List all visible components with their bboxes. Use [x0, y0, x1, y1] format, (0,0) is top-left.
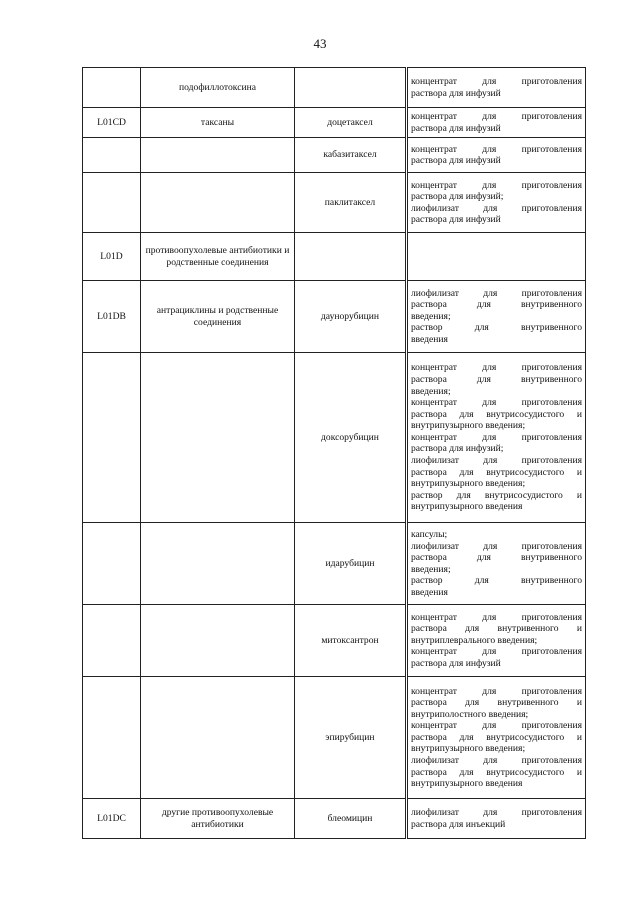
- dosage-forms-cell: [407, 677, 586, 799]
- dosage-forms-cell: [407, 173, 586, 233]
- dosage-form-line: внутрипузырного введения: [411, 778, 523, 790]
- table-row: [83, 108, 586, 138]
- atc-code-cell: [83, 138, 141, 173]
- pharmacological-group-cell: подофиллотоксина: [141, 68, 295, 108]
- dosage-form-line: внутрипузырного введения: [411, 501, 523, 513]
- dosage-forms-cell: [407, 233, 586, 281]
- table-row: [83, 677, 586, 799]
- dosage-form-line: введения;: [411, 563, 451, 575]
- drug-name-cell: паклитаксел: [295, 173, 407, 233]
- dosage-form-line: концентрат для приготовления: [411, 179, 582, 191]
- dosage-forms-cell: [407, 605, 586, 677]
- dosage-form-line: внутриполостного введения;: [411, 708, 529, 720]
- dosage-form-line: раствора для внутривенного: [411, 299, 582, 311]
- dosage-form-line: раствора для внутрисосудистого и: [411, 408, 582, 420]
- dosage-form-line: раствор для внутривенного: [411, 575, 582, 587]
- pharmacological-group-cell: [141, 677, 295, 799]
- dosage-form-line: концентрат для приготовления: [411, 646, 582, 658]
- drug-name-cell: [295, 68, 407, 108]
- dosage-form-line: введения: [411, 586, 448, 598]
- dosage-form-line: раствора для внутривенного: [411, 373, 582, 385]
- table-row: [83, 68, 586, 108]
- dosage-form-line: концентрат для приготовления: [411, 720, 582, 732]
- dosage-form-line: раствора для внутрисосудистого и: [411, 766, 582, 778]
- dosage-form-line: лиофилизат для приготовления: [411, 287, 582, 299]
- dosage-form-line: введения;: [411, 385, 451, 397]
- table-row: [83, 233, 586, 281]
- dosage-form-line: введения;: [411, 310, 451, 322]
- atc-code-cell: [83, 173, 141, 233]
- dosage-form-line: раствора для внутрисосудистого и: [411, 731, 582, 743]
- atc-code-cell: [83, 68, 141, 108]
- drug-name-cell: идарубицин: [295, 523, 407, 605]
- dosage-form-line: концентрат для приготовления: [411, 397, 582, 409]
- pharmacological-group-cell: [141, 353, 295, 523]
- dosage-form-line: лиофилизат для приготовления: [411, 540, 582, 552]
- dosage-form-line: раствора для инфузий: [411, 87, 501, 99]
- dosage-form-line: концентрат для приготовления: [411, 75, 582, 87]
- dosage-forms-cell: [407, 799, 586, 839]
- dosage-form-line: внутрипузырного введения;: [411, 478, 526, 490]
- table-row: [83, 523, 586, 605]
- dosage-form-line: концентрат для приготовления: [411, 143, 582, 155]
- dosage-forms-cell: [407, 68, 586, 108]
- table-row: [83, 605, 586, 677]
- dosage-form-line: раствора для инфузий: [411, 122, 501, 134]
- dosage-form-line: концентрат для приготовления: [411, 111, 582, 122]
- atc-code-cell: [83, 677, 141, 799]
- dosage-form-line: раствора для инфузий;: [411, 443, 504, 455]
- dosage-forms-cell: [407, 353, 586, 523]
- dosage-form-line: концентрат для приготовления: [411, 362, 582, 374]
- pharmacological-group-cell: [141, 173, 295, 233]
- pharmacological-group-cell: противоопухолевые антибиотики и родственные соединения: [141, 233, 295, 281]
- dosage-form-line: раствора для инфузий;: [411, 191, 504, 203]
- dosage-form-line: внутрипузырного введения;: [411, 420, 526, 432]
- pharmacological-group-cell: антрациклины и родственные соединения: [141, 281, 295, 353]
- pharmacological-group-cell: таксаны: [141, 108, 295, 138]
- dosage-form-line: лиофилизат для приготовления: [411, 455, 582, 467]
- dosage-form-line: раствора для внутривенного и: [411, 697, 582, 709]
- atc-code-cell: L01CD: [83, 108, 141, 138]
- dosage-form-line: лиофилизат для приготовления: [411, 807, 582, 819]
- drug-name-cell: доксорубицин: [295, 353, 407, 523]
- atc-code-cell: [83, 523, 141, 605]
- drug-table: [82, 67, 586, 839]
- dosage-form-line: концентрат для приготовления: [411, 685, 582, 697]
- page-number: 43: [313, 36, 327, 51]
- drug-name-cell: доцетаксел: [295, 108, 407, 138]
- atc-code-cell: L01DC: [83, 799, 141, 839]
- dosage-form-line: раствор для внутривенного: [411, 322, 582, 334]
- drug-name-cell: даунорубицин: [295, 281, 407, 353]
- table-row: [83, 281, 586, 353]
- atc-code-cell: L01D: [83, 233, 141, 281]
- dosage-form-line: раствора для внутрисосудистого и: [411, 466, 582, 478]
- drug-name-cell: блеомицин: [295, 799, 407, 839]
- dosage-forms-cell: [407, 138, 586, 173]
- table-row: [83, 799, 586, 839]
- atc-code-cell: [83, 605, 141, 677]
- dosage-form-line: капсулы;: [411, 528, 448, 540]
- drug-name-cell: [295, 233, 407, 281]
- dosage-form-line: раствор для внутрисосудистого и: [411, 489, 582, 501]
- dosage-form-line: лиофилизат для приготовления: [411, 755, 582, 767]
- dosage-form-line: раствора для внутривенного: [411, 552, 582, 564]
- drug-name-cell: кабазитаксел: [295, 138, 407, 173]
- atc-code-cell: L01DB: [83, 281, 141, 353]
- dosage-forms-cell: [407, 281, 586, 353]
- table-row: [83, 173, 586, 233]
- dosage-form-line: раствора для инъекций: [411, 818, 506, 830]
- drug-name-cell: митоксантрон: [295, 605, 407, 677]
- dosage-form-line: раствора для инфузий: [411, 214, 501, 226]
- pharmacological-group-cell: другие противоопухолевые антибиотики: [141, 799, 295, 839]
- dosage-form-line: внутрипузырного введения;: [411, 743, 526, 755]
- table-row: [83, 138, 586, 173]
- dosage-form-line: введения: [411, 334, 448, 346]
- dosage-forms-cell: [407, 523, 586, 605]
- dosage-form-line: раствора для внутривенного и: [411, 623, 582, 635]
- dosage-form-line: внутриплеврального введения;: [411, 634, 538, 646]
- pharmacological-group-cell: [141, 138, 295, 173]
- dosage-forms-cell: [407, 108, 586, 138]
- pharmacological-group-cell: [141, 523, 295, 605]
- dosage-form-line: раствора для инфузий: [411, 658, 501, 670]
- pharmacological-group-cell: [141, 605, 295, 677]
- drug-name-cell: эпирубицин: [295, 677, 407, 799]
- dosage-form-line: раствора для инфузий: [411, 155, 501, 167]
- dosage-form-line: лиофилизат для приготовления: [411, 202, 582, 214]
- dosage-form-line: концентрат для приготовления: [411, 431, 582, 443]
- table-row: [83, 353, 586, 523]
- dosage-form-line: концентрат для приготовления: [411, 611, 582, 623]
- atc-code-cell: [83, 353, 141, 523]
